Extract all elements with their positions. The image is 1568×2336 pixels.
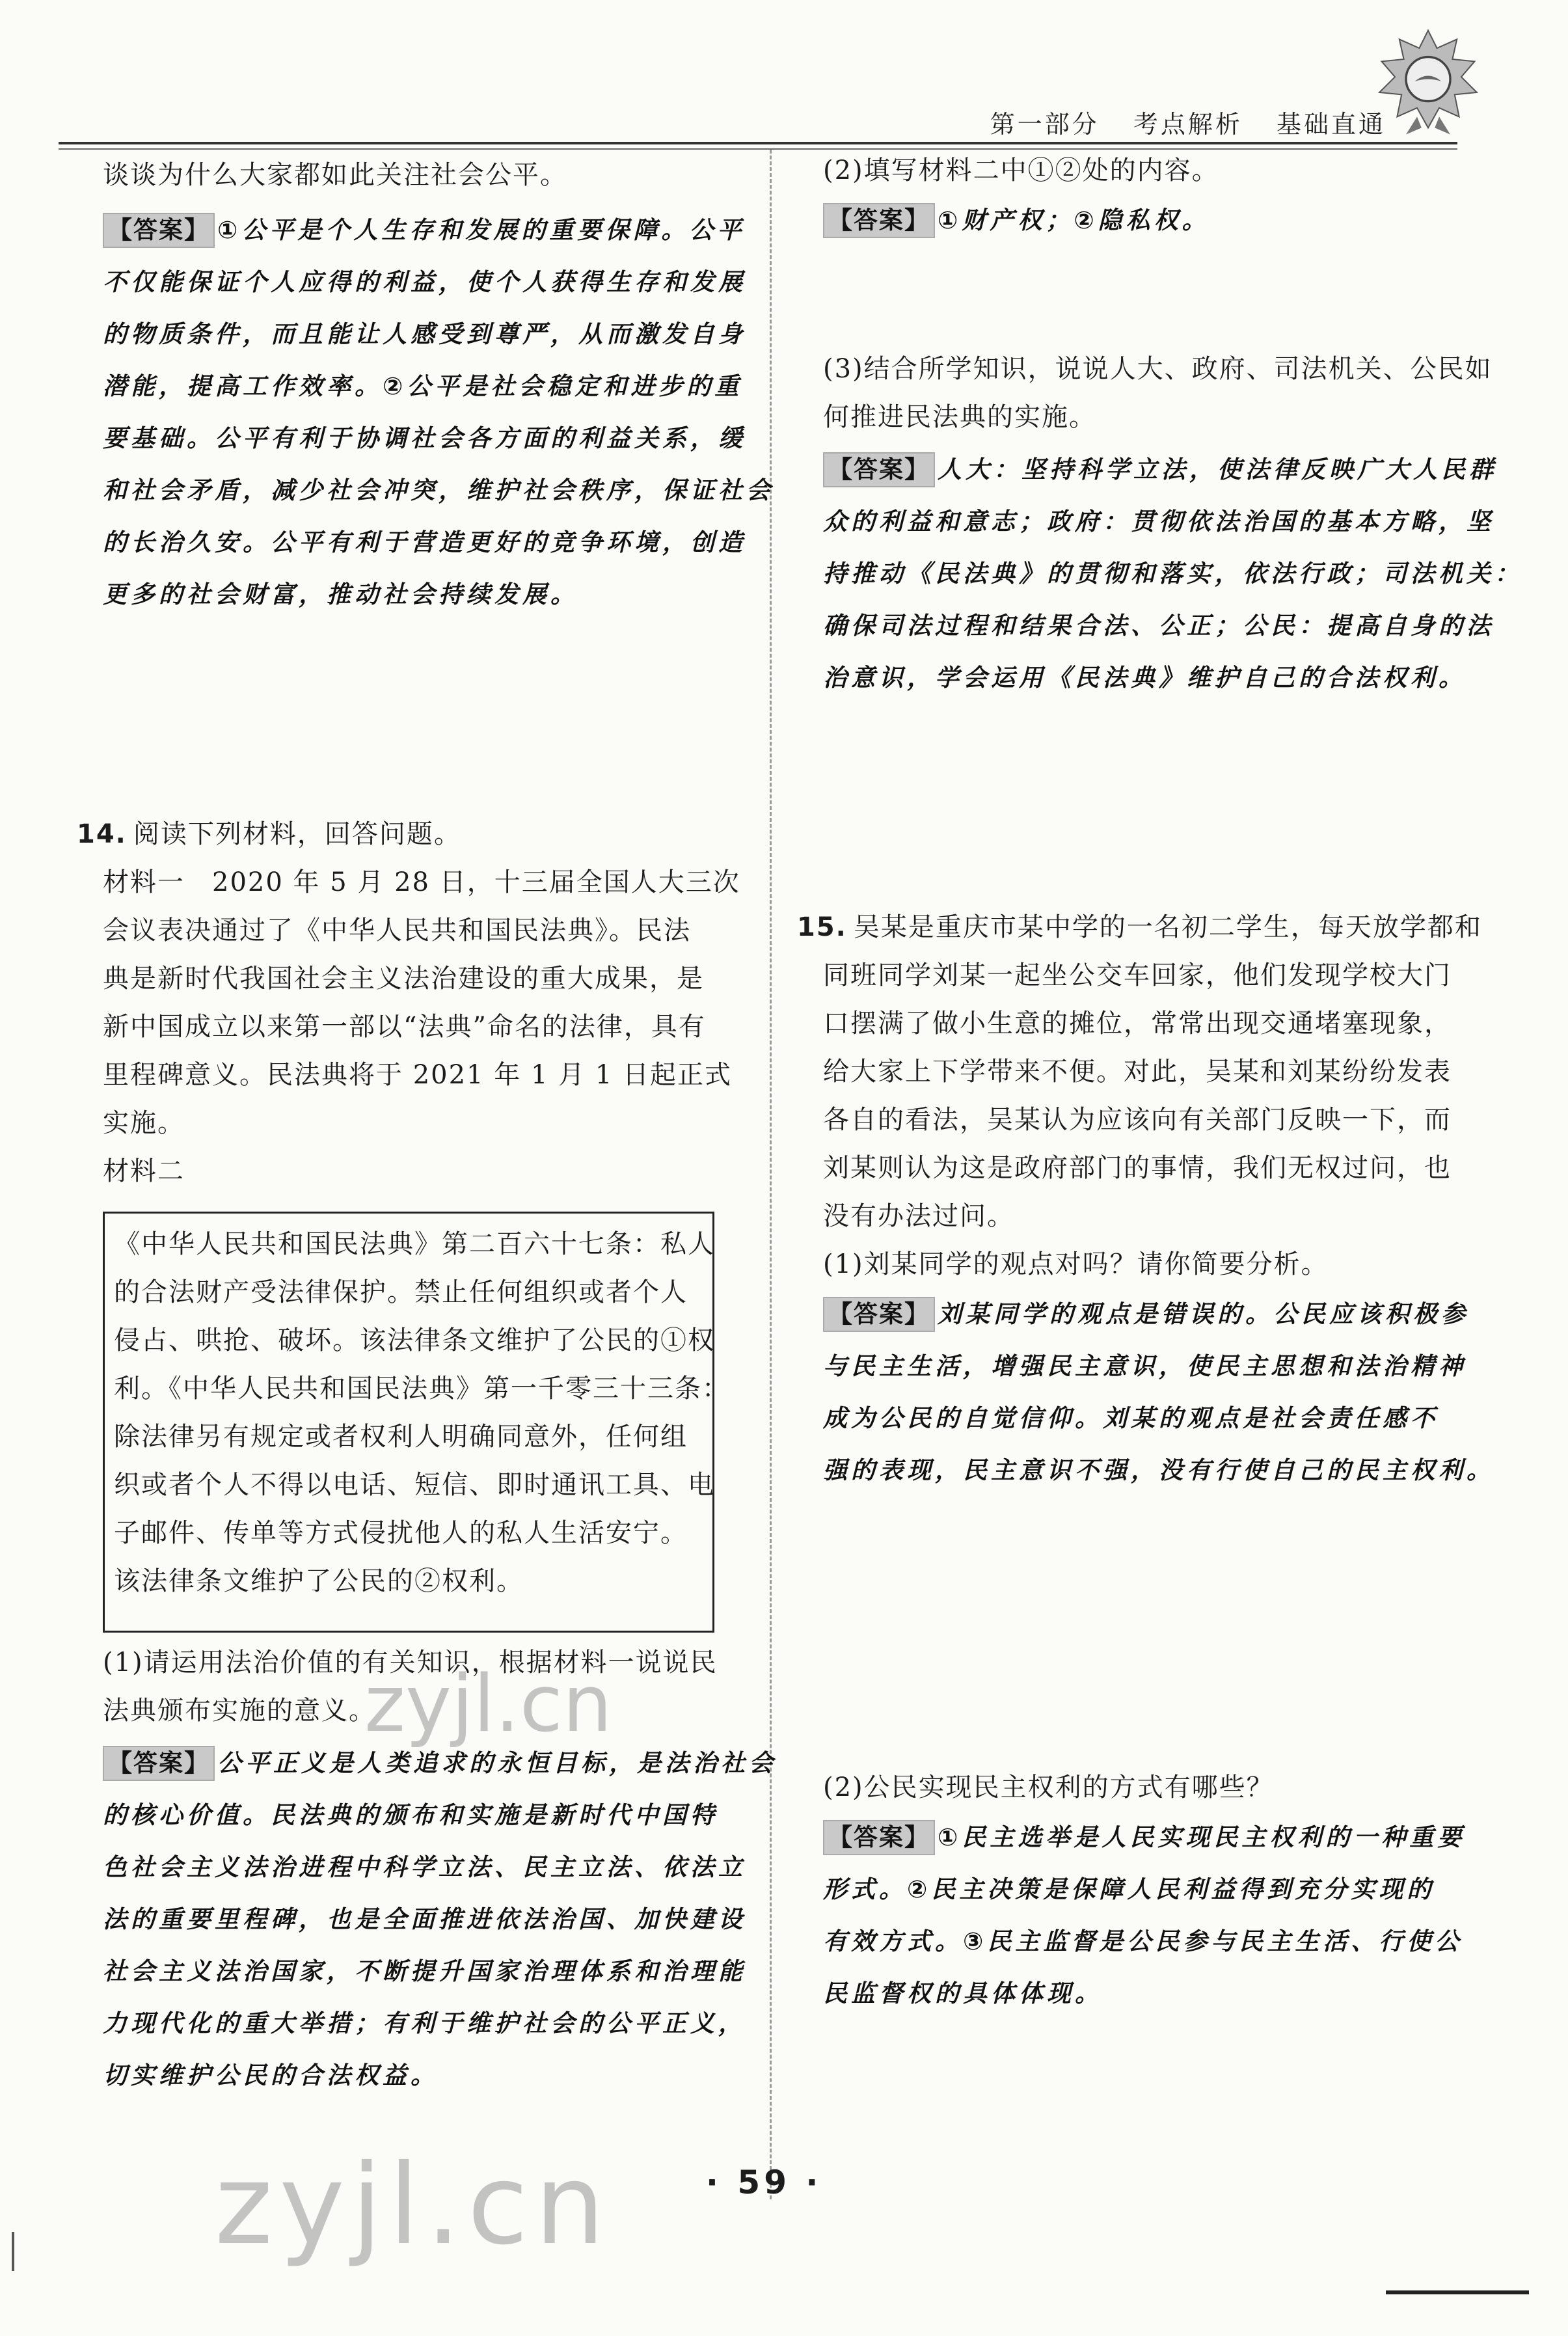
- question-14-number: 14.: [77, 819, 127, 849]
- header-section-1: 第一部分: [990, 110, 1100, 139]
- question-14: [77, 810, 740, 1195]
- question-14-part-1: (1)请运用法治价值的有关知识，根据材料一说说民 法典颁布实施的意义。 【答案】 公平正义是人类追求的永恒目标，是法治社会 的核心价值。民法典的颁布和实施是新时代中国特 色社会主义法治进程中科学立法、民主立法、依法立 法的重要里程碑，也是全面推进依法治国、加快建设 社会主义法治国家，不断提升国家治理体系和治理能 力现代化的重大举措；有利于维护社会的公平正义， 切实维护公民的合法权益。: [103, 1638, 727, 2102]
- question-14-part-3: (3)结合所学知识，说说人大、政府、司法机关、公民如 何推进民法典的实施。 【答案】 人大：坚持科学立法，使法律反映广大人民群 众的利益和意志；政府：贯彻依法治国的基本方略，坚 持推动《民法典》的贯彻和落实，依法行政；司法机关： 确保司法过程和结果合法、公正；公民：提高自身的法 治意识，学会运用《民法典》维护自己的合法权利。: [823, 345, 1480, 704]
- question-15-part-2: (2)公民实现民主权利的方式有哪些？ 【答案】 ①民主选举是人民实现民主权利的一种重要 形式。②民主决策是保障人民利益得到充分实现的 有效方式。③民主监督是公民参与民主生活、行使公 民监督权的具体体现。: [823, 1763, 1480, 2020]
- q15-1-answer: 【答案】 刘某同学的观点是错误的。公民应该积极参 与民主生活，增强民主意识，使民主思想和法治精神 成为公民的自觉信仰。刘某的观点是社会责任感不 强的表现，民主意识不强，没有行使自己的民主权利。: [823, 1288, 1480, 1497]
- question-14-title: 14. 阅读下列材料，回答问题。: [77, 819, 461, 849]
- book-emblem-icon: [1373, 26, 1483, 137]
- header-section-3: 基础直通: [1276, 110, 1386, 139]
- question-15-number: 15.: [797, 912, 847, 942]
- margin-mark: [12, 2232, 14, 2271]
- watermark-large: zyjl.cn: [215, 2141, 612, 2270]
- answer-tag: 【答案】: [823, 1297, 935, 1332]
- question-13-tail: 谈谈为什么大家都如此关注社会公平。: [103, 160, 567, 190]
- q14-2-answer: 【答案】 ①财产权；②隐私权。: [823, 195, 1480, 247]
- answer-tag: 【答案】: [823, 452, 935, 487]
- material-1: 材料一 2020 年 5 月 28 日，十三届全国人大三次 会议表决通过了《中华人民共和国民法典》。民法 典是新时代我国社会主义法治建设的重大成果，是 新中国成立以来第一部以“法典”命名的法律，具有 里程碑意义。民法典将于 2021 年 1 月 1 日起正式 实施。: [103, 867, 740, 1138]
- column-divider: [770, 150, 772, 2199]
- q14-3-answer: 【答案】 人大：坚持科学立法，使法律反映广大人民群 众的利益和意志；政府：贯彻依法治国的基本方略，坚 持推动《民法典》的贯彻和落实，依法行政；司法机关： 确保司法过程和结果合法、公正；公民：提高自身的法 治意识，学会运用《民法典》维护自己的合法权利。: [823, 444, 1480, 704]
- page-number: · 59 ·: [706, 2164, 822, 2201]
- q14-1-answer: 【答案】 公平正义是人类追求的永恒目标，是法治社会 的核心价值。民法典的颁布和实施是新时代中国特 色社会主义法治进程中科学立法、民主立法、依法立 法的重要里程碑，也是全面推进依法治国、加快建设 社会主义法治国家，不断提升国家治理体系和治理能 力现代化的重大举措；有利于维护社会的公平正义， 切实维护公民的合法权益。: [103, 1737, 727, 2102]
- left-column-top: [103, 151, 774, 621]
- material-2-box: 《中华人民共和国民法典》第二百六十七条：私人 的合法财产受法律保护。禁止任何组织或者个人 侵占、哄抢、破坏。该法律条文维护了公民的①权 利。《中华人民共和国民法典》第一千零三十三条： 除法律另有规定或者权利人明确同意外，任何组 织或者个人不得以电话、短信、即时通讯工具、电 子邮件、传单等方式侵扰他人的私人生活安宁。 该法律条文维护了公民的②权利。: [103, 1212, 714, 1633]
- answer-tag: 【答案】: [823, 203, 935, 238]
- answer-tag: 【答案】: [103, 213, 215, 248]
- answer-tag: 【答案】: [103, 1746, 215, 1781]
- answer-tag: 【答案】: [823, 1820, 935, 1855]
- page-header: [59, 26, 1509, 137]
- watermark-small: zyjl.cn: [364, 1659, 612, 1750]
- header-sections: [967, 104, 1386, 140]
- header-section-2: 考点解析: [1133, 110, 1243, 139]
- q13-answer: 【答案】 ①公平是个人生存和发展的重要保障。公平 不仅能保证个人应得的利益，使个人获得生存和发展 的物质条件，而且能让人感受到尊严，从而激发自身 潜能，提高工作效率。②公平是社会稳定和进步的重 要基础。公平有利于协调社会各方面的利益关系，缓 和社会矛盾，减少社会冲突，维护社会秩序，保证社会 的长治久安。公平有利于营造更好的竞争环境，创造 更多的社会财富，推动社会持续发展。: [103, 204, 727, 621]
- header-rule: [59, 142, 1457, 144]
- question-15-part-1: (1)刘某同学的观点对吗？请你简要分析。: [823, 1249, 1329, 1279]
- q15-2-answer: 【答案】 ①民主选举是人民实现民主权利的一种重要 形式。②民主决策是保障人民利益得到充分实现的 有效方式。③民主监督是公民参与民主生活、行使公 民监督权的具体体现。: [823, 1812, 1480, 2020]
- material-2-label: 材料二: [103, 1156, 185, 1186]
- question-15: 15. 吴某是重庆市某中学的一名初二学生，每天放学都和 同班同学刘某一起坐公交车回家，他们发现学校大门 口摆满了做小生意的摊位，常常出现交通堵塞现象， 给大家上下学带来不便。对此，吴某和刘某纷纷发表 各自的看法，吴某认为应该向有关部门反映一下，而 刘某则认为这是政府部门的事情，我们无权过问，也 没有办法过问。 (1)刘某同学的观点对吗？请你简要分析。 【答案】 刘某同学的观点是错误的。公民应该积极参 与民主生活，增强民主意识，使民主思想和法治精神 成为公民的自觉信仰。刘某的观点是社会责任感不 强的表现，民主意识不强，没有行使自己的民主权利。: [823, 903, 1480, 1497]
- question-14-part-2: (2)填写材料二中①②处的内容。 【答案】 ①财产权；②隐私权。: [823, 146, 1480, 247]
- footer-rule: [1386, 2290, 1529, 2294]
